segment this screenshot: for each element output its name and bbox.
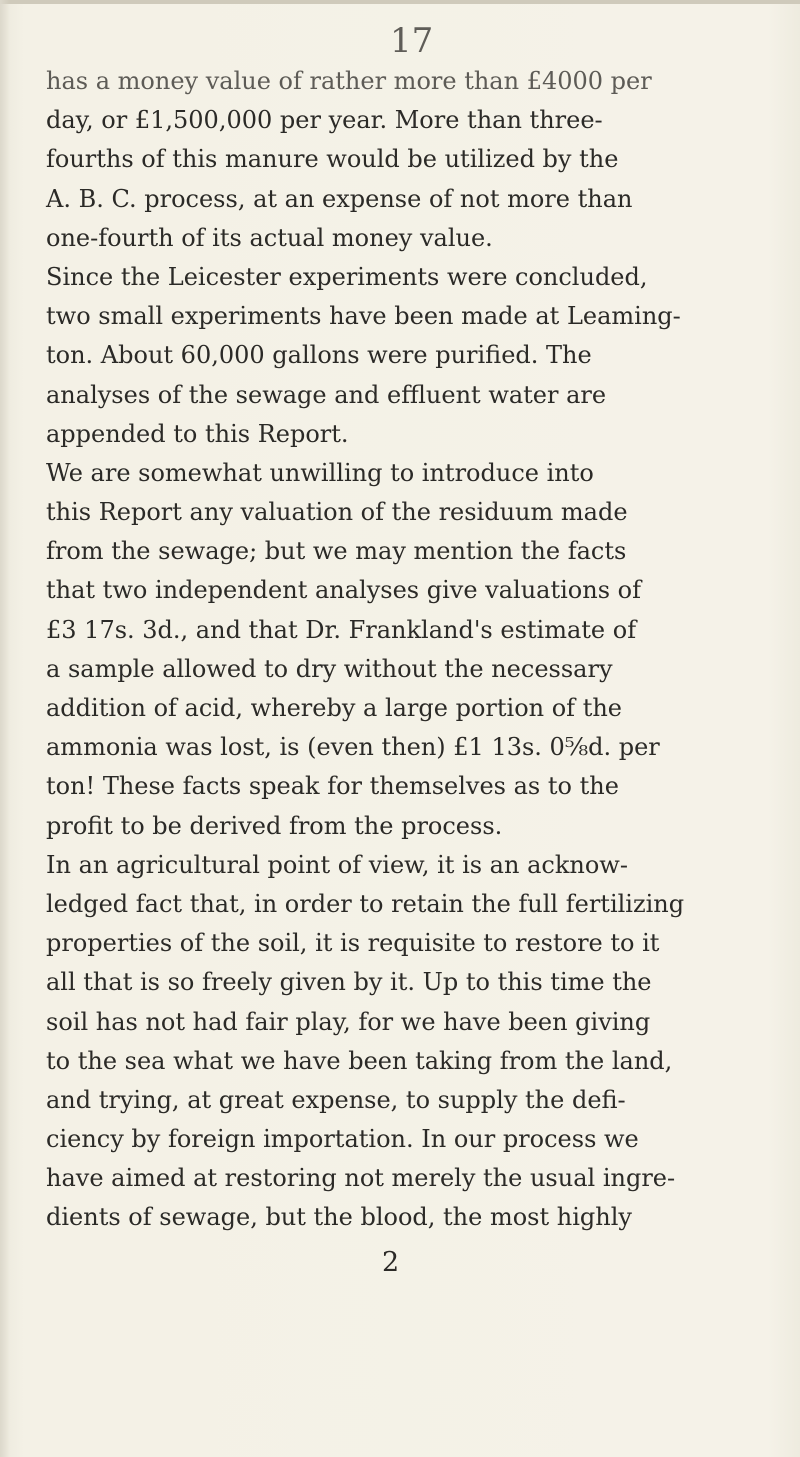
text-line-5: one-fourth of its actual money value.	[46, 223, 493, 252]
text-line-24: all that is so freely given by it. Up to this time the	[46, 968, 652, 997]
text-line-16: a sample allowed to dry without the necessary	[46, 654, 613, 683]
text-line-9: analyses of the sewage and effluent water are	[46, 380, 607, 409]
text-line-21: In an agricultural point of view, it is an acknow-	[46, 850, 628, 879]
text-line-18: ammonia was lost, is (even then) £1 13s. 0⅝d. per	[46, 733, 660, 762]
text-line-10: appended to this Report.	[46, 419, 349, 448]
text-line-6: Since the Leicester experiments were concluded,	[46, 262, 648, 291]
text-line-23: properties of the soil, it is requisite to restore to it	[46, 929, 660, 958]
text-line-12: this Report any valuation of the residuum made	[46, 498, 628, 527]
text-line-4: A. B. C. process, at an expense of not more than	[46, 184, 633, 213]
text-line-11: We are somewhat unwilling to introduce into	[46, 458, 594, 487]
left-page-edge	[0, 0, 10, 1457]
signature-mark: 2	[382, 1247, 400, 1278]
text-line-26: to the sea what we have been taking from the land,	[46, 1046, 673, 1075]
text-line-3: fourths of this manure would be utilized by the	[46, 145, 619, 174]
text-line-20: profit to be derived from the process.	[46, 811, 503, 840]
text-line-22: ledged fact that, in order to retain the full fertilizing	[46, 889, 685, 918]
text-line-8: ton. About 60,000 gallons were purified. The	[46, 341, 592, 370]
page-number: 17	[390, 21, 434, 61]
text-line-29: have aimed at restoring not merely the usual ingre-	[46, 1164, 676, 1193]
text-line-30: dients of sewage, but the blood, the most highly	[46, 1203, 632, 1232]
body-text	[46, 62, 746, 1238]
text-line-13: from the sewage; but we may mention the facts	[46, 537, 627, 566]
text-line-19: ton! These facts speak for themselves as to the	[46, 772, 619, 801]
text-line-15: £3 17s. 3d., and that Dr. Frankland's estimate of	[46, 615, 637, 644]
text-line-14: that two independent analyses give valuations of	[46, 576, 641, 605]
text-line-2: day, or £1,500,000 per year. More than three-	[46, 106, 603, 135]
top-page-edge	[0, 0, 800, 4]
text-line-25: soil has not had fair play, for we have been giving	[46, 1007, 651, 1036]
text-line-1: has a money value of rather more than £4000 per	[46, 67, 652, 95]
text-line-28: ciency by foreign importation. In our process we	[46, 1125, 639, 1154]
text-line-27: and trying, at great expense, to supply the defi-	[46, 1085, 626, 1114]
text-line-17: addition of acid, whereby a large portion of the	[46, 694, 622, 722]
text-line-7: two small experiments have been made at Leaming-	[46, 302, 681, 331]
